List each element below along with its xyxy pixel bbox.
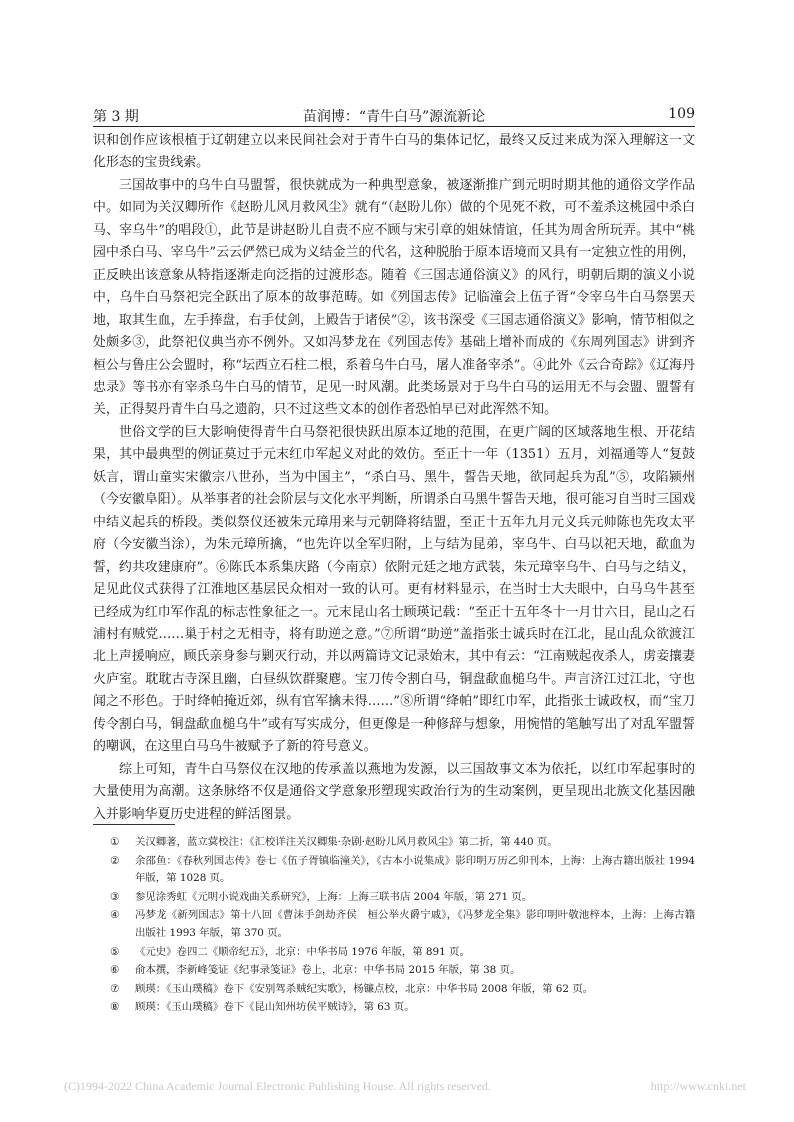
footnote-mark: ⑦	[110, 982, 120, 995]
cnki-link[interactable]: http://www.cnki.net	[650, 1079, 746, 1093]
footnote-text: 余邵鱼：《春秋列国志传》卷七《伍子胥镇临潼关》，《古本小说集成》影印明万历乙卯刊本，上海：上海古籍出版社 1994 年版，第 1028 页。	[135, 854, 695, 885]
footnote-mark: ④	[110, 909, 120, 922]
footnote-text: 参见涂秀虹《元明小说戏曲关系研究》，上海：上海三联书店 2004 年版，第 271 页。	[135, 890, 533, 903]
running-title: 苗润博：“青牛白马”源流新论	[302, 109, 486, 125]
footnote-mark: ②	[110, 854, 120, 867]
footnote-mark: ③	[110, 890, 120, 903]
footnote	[93, 834, 695, 852]
footnotes	[93, 834, 695, 1018]
footnote	[93, 999, 695, 1017]
body-paragraph: 世俗文学的巨大影响使得青牛白马祭祀很快跃出原本辽地的范围，在更广阔的区域落地生根、开花结果，其中最典型的例证莫过于元末红巾军起义对此的效仿。至正十一年（1351）五月，刘福通等人“复鼓妖言，谓山童实宋徽宗八世孙，当为中国主”，“杀白马、黑牛，誓告天地，欲同起兵为乱”⑤，攻陷颍州（今安徽阜阳）。从举事者的社会阶层与文化水平判断，所谓杀白马黑牛誓告天地，很可能习自当时三国戏中结义起兵的桥段。类似祭仪还被朱元璋用来与元朝降将结盟，至正十五年九月元义兵元帅陈也先攻太平府（今安徽当涂），为朱元璋所擒，“也先许以全军归附，上与结为昆弟，宰乌牛、白马以祀天地，歃血为誓，约共攻建康府”。⑥陈氏本系集庆路（今南京）依附元廷之地方武装，朱元璋宰乌牛、白马与之结义，足见此仪式获得了江淮地区基层民众相对一致的认可。更有材料显示，在当时士大夫眼中，白马乌牛甚至已经成为红巾军作乱的标志性象征之一。元末昆山名士顾瑛记载：“至正十五年冬十一月廿六日，昆山之石浦村有贼党……巢于村之无相寺，将有助逆之意。”⑦所谓“助逆”盖指张士诚兵时在江北，昆山乱众欲渡江北上声援响应，顾氏亲身参与剿灭行动，并以两篇诗文记录始末，其中有云：“江南贼起夜杀人，虏妾攘妻火庐室。耽耽古寺深且幽，白昼纵饮群聚麀。宝刀传令割白马，铜盘歃血槌乌牛。声言济江过江北，守也闻之不形色。于时绛帕掩近郊，纵有官军擒未得……”⑧所谓“绛帕”即红巾军，此指张士诚政权，而“宝刀传令割白马，铜盘歃血槌乌牛”或有写实成分，但更像是一种修辞与想象，用惋惜的笔触写出了对乱军盟誓的嘲讽，在这里白马乌牛被赋予了新的符号意义。	[93, 424, 695, 755]
issue-label: 第 3 期	[93, 109, 139, 125]
footnote-text: 顾瑛：《玉山璞稿》卷下《昆山知州坊侯平贼诗》，第 63 页。	[135, 1001, 415, 1014]
copyright-notice: (C)1994-2022 China Academic Journal Electronic Publishing House. All rights reserved.	[64, 1079, 491, 1093]
footnote-text: 顾瑛：《玉山璞稿》卷下《安别驾杀贼纪实歌》，杨镰点校，北京：中华书局 2008 年版，第 62 页。	[135, 982, 594, 995]
body-paragraph: 综上可知，青牛白马祭仪在汉地的传承盖以燕地为发源，以三国故事文本为依托，以红巾军起事时的大量使用为高潮。这条脉络不仅是通俗文学意象形塑现实政治行为的生动案例，更呈现出北族文化基因融入并影响华夏历史进程的鲜活图景。	[93, 761, 695, 822]
footnote	[93, 853, 695, 888]
article-body	[93, 130, 695, 826]
footnote-mark: ⑧	[110, 1001, 120, 1014]
footnote-text: 《元史》卷四二《顺帝纪五》，北京：中华书局 1976 年版，第 891 页。	[135, 945, 470, 958]
footnote-text: 关汉卿著，蓝立蓂校注：《汇校详注关汉卿集·杂剧·赵盼儿风月救风尘》第二折，第 440 页。	[135, 836, 558, 848]
footnote-mark: ⑤	[110, 945, 120, 958]
footnote	[93, 962, 695, 980]
page-number: 109	[668, 106, 695, 122]
footnote-text: 俞本撰，李新峰笺证《纪事录笺证》卷上，北京：中华书局 2015 年版，第 38 页。	[135, 964, 521, 977]
footnote	[93, 944, 695, 962]
footnote	[93, 889, 695, 907]
footnote	[93, 907, 695, 942]
footnote	[93, 981, 695, 999]
header-rule	[93, 126, 695, 127]
body-paragraph: 识和创作应该根植于辽朝建立以来民间社会对于青牛白马的集体记忆，最终又反过来成为深入理解这一文化形态的宝贵线索。	[93, 133, 695, 171]
footnote-mark: ⑥	[110, 964, 120, 977]
body-paragraph: 三国故事中的乌牛白马盟誓，很快就成为一种典型意象，被逐渐推广到元明时期其他的通俗文学作品中。如同为关汉卿所作《赵盼儿风月救风尘》就有“（赵盼儿你）做的个见死不救，可不羞杀这桃园中杀白马、宰乌牛”的唱段①，此节是讲赵盼儿自责不应不顾与宋引章的姐妹情谊，任其为周舍所玩弄。其中“桃园中杀白马、宰乌牛”云云俨然已成为义结金兰的代名，这种脱胎于原本语境而又具有一定独立性的用例，正反映出该意象从特指逐渐走向泛指的过渡形态。随着《三国志通俗演义》的风行，明朝后期的演义小说中，乌牛白马祭祀完全跃出了原本的故事范畴。如《列国志传》记临潼会上伍子胥“令宰乌牛白马祭罢天地，取其生血，左手捧盘，右手仗剑，上殿告于诸侯”②，该书深受《三国志通俗演义》影响，情节相似之处颇多③，此祭祀仪典当亦不例外。又如冯梦龙在《列国志传》基础上增补而成的《东周列国志》讲到齐桓公与鲁庄公会盟时，称“坛西立石柱二根，系着乌牛白马，屠人准备宰杀”。④此外《云合奇踪》《辽海丹忠录》等书亦有宰杀乌牛白马的情节，足见一时风潮。此类场景对于乌牛白马的运用无不与会盟、盟誓有关，正得契丹青牛白马之遗韵，只不过这些文本的创作者恐怕早已对此浑然不知。	[93, 177, 695, 418]
footnote-mark: ①	[110, 836, 120, 848]
footnote-text: 冯梦龙《新列国志》第十八回《曹沫手剑劫齐侯 桓公举火爵宁戚》，《冯梦龙全集》影印明叶敬池梓本，上海：上海古籍出版社 1993 年版，第 370 页。	[135, 909, 695, 939]
running-header	[93, 106, 695, 128]
footnote-rule	[93, 824, 175, 825]
